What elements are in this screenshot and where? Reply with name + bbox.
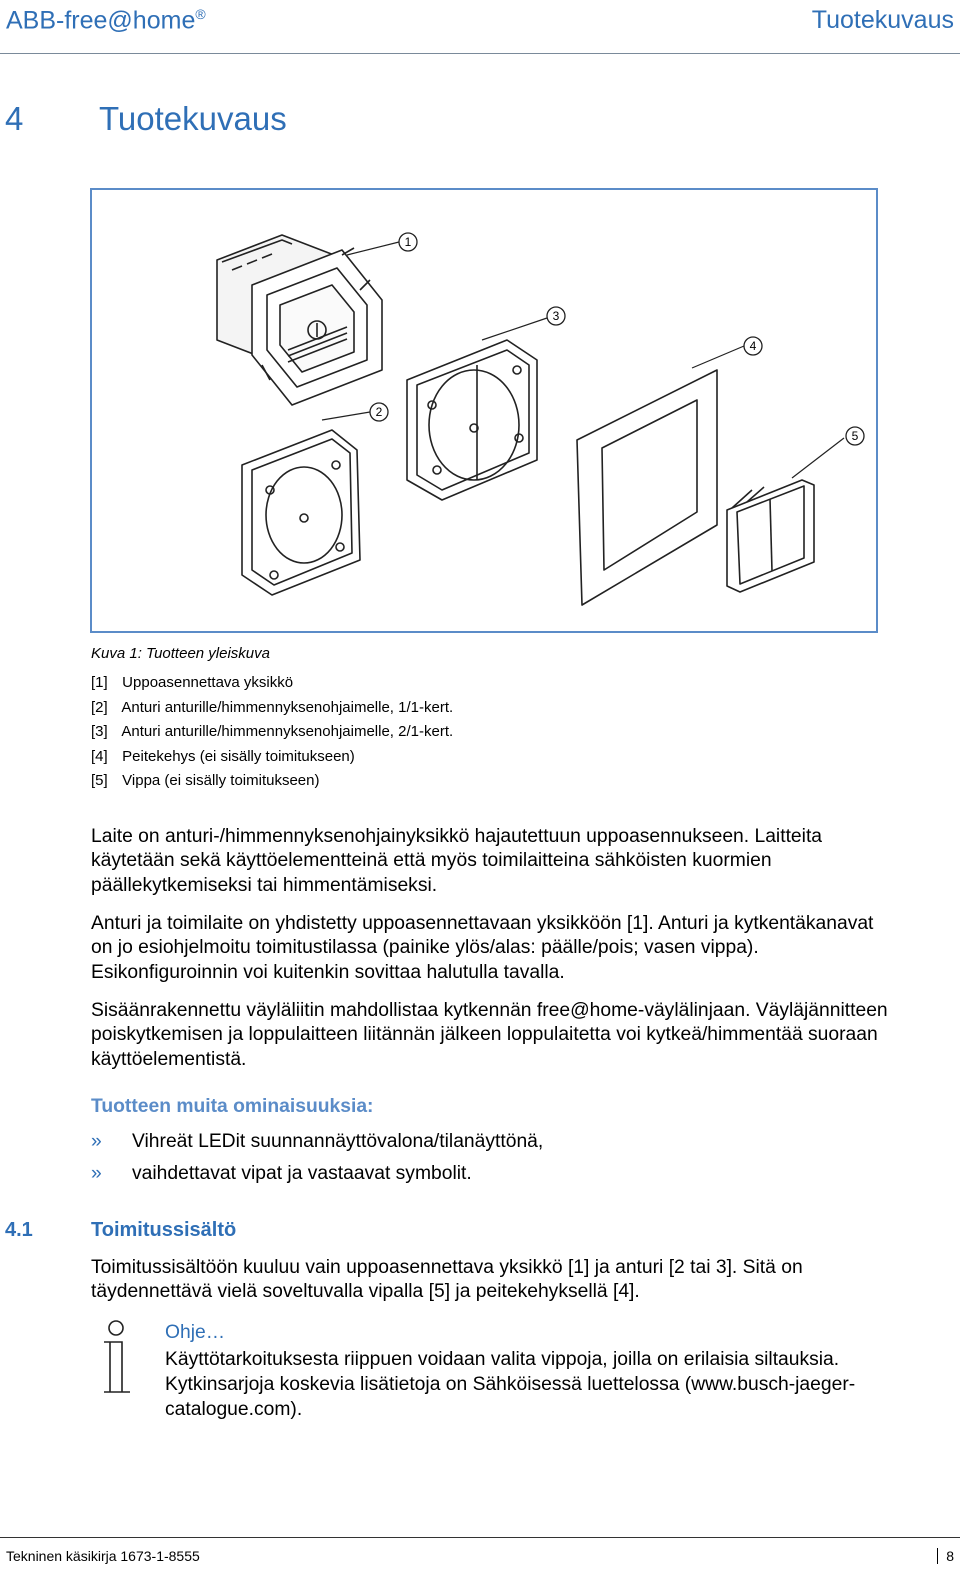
legend-key: [5] bbox=[91, 772, 108, 789]
figure-legend bbox=[91, 671, 453, 794]
brand-header bbox=[6, 6, 206, 35]
list-item-text: vaihdettavat vipat ja vastaavat symbolit. bbox=[132, 1163, 472, 1184]
product-illustration bbox=[92, 190, 876, 631]
legend-item bbox=[91, 671, 453, 696]
bullet-icon: » bbox=[91, 1131, 102, 1152]
chapter-number: 4 bbox=[5, 100, 24, 137]
sensor-2-1-drawing bbox=[407, 340, 537, 500]
body-paragraph-1 bbox=[91, 825, 891, 898]
header-divider bbox=[0, 53, 960, 54]
bullet-icon: » bbox=[91, 1163, 102, 1184]
legend-item bbox=[91, 745, 453, 770]
legend-key: [1] bbox=[91, 674, 108, 691]
paragraph-text: Toimitussisältöön kuuluu vain uppoasennettava yksikkö [1] ja anturi [2 tai 3]. Sitä on täydennettävä vielä soveltuvalla vipalla [5] ja peitekehyksellä [4]. bbox=[91, 1257, 803, 1303]
legend-key: [4] bbox=[91, 747, 108, 765]
legend-item bbox=[91, 720, 453, 745]
callout-5: 5 bbox=[851, 429, 859, 443]
list-item bbox=[91, 1158, 543, 1190]
product-figure bbox=[90, 188, 878, 633]
section-paragraph bbox=[91, 1256, 891, 1305]
features-list bbox=[91, 1126, 543, 1190]
legend-text: Anturi anturille/himmennyksenohjaimelle, 2/1-kert. bbox=[121, 723, 454, 740]
brand-name: ABB-free@home bbox=[6, 6, 196, 35]
body-paragraph-3 bbox=[91, 999, 891, 1072]
registered-mark: ® bbox=[195, 6, 206, 22]
callout-4: 4 bbox=[749, 339, 757, 353]
legend-key: [2] bbox=[91, 698, 108, 716]
section-header: Tuotekuvaus bbox=[811, 6, 954, 34]
legend-text: Uppoasennettava yksikkö bbox=[122, 674, 294, 691]
section-title: Toimitussisältö bbox=[91, 1219, 237, 1241]
legend-text: Vippa (ei sisälly toimitukseen) bbox=[122, 772, 320, 789]
footer-divider bbox=[0, 1537, 960, 1538]
callout-3: 3 bbox=[552, 309, 560, 323]
list-item-text: Vihreät LEDit suunnannäyttövalona/tilanäyttönä, bbox=[132, 1131, 544, 1152]
footer-document-title: Tekninen käsikirja 1673-1-8555 bbox=[6, 1548, 200, 1564]
features-heading: Tuotteen muita ominaisuuksia: bbox=[91, 1096, 374, 1117]
legend-item bbox=[91, 769, 453, 794]
legend-text: Peitekehys (ei sisälly toimitukseen) bbox=[122, 747, 355, 765]
sensor-1-1-drawing bbox=[242, 430, 360, 595]
body-paragraph-2 bbox=[91, 912, 891, 985]
paragraph-text: Laite on anturi-/himmennyksenohjainyksikkö hajautettuun uppoasennukseen. Laitteita käytetään sekä käyttöelementteinä että myös toimilaitteina sähköisten kuormien päällekytkemiseksi tai himmentämiseksi. bbox=[91, 826, 823, 896]
flush-mounted-unit-drawing bbox=[217, 235, 382, 405]
chapter-title: Tuotekuvaus bbox=[99, 100, 287, 137]
figure-caption: Kuva 1: Tuotteen yleiskuva bbox=[91, 645, 270, 662]
rocker-drawing bbox=[727, 480, 814, 592]
note-title: Ohje… bbox=[165, 1322, 226, 1343]
paragraph-text: Anturi ja toimilaite on yhdistetty uppoasennettavaan yksikköön [1]. Anturi ja kytkentäkanavat on jo esiohjelmoitu toimitustilassa (painike ylös/alas: päälle/pois; vasen vippa). Esikonfiguroinnin voi kuitenkin sovittaa halutulla tavalla. bbox=[91, 913, 874, 983]
cover-frame-drawing bbox=[577, 370, 717, 605]
legend-key: [3] bbox=[91, 723, 108, 740]
legend-text: Anturi anturille/himmennyksenohjaimelle, 1/1-kert. bbox=[121, 698, 454, 716]
callout-2: 2 bbox=[375, 405, 383, 419]
note-text: Käyttötarkoituksesta riippuen voidaan valita vippoja, joilla on erilaisia siltauksia. Kytkinsarjoja koskevia lisätietoja on Sähköisessä luettelossa (www.busch-jaeger-catalogue.com). bbox=[165, 1349, 856, 1420]
paragraph-text: Sisäänrakennettu väyläliitin mahdollistaa kytkennän free@home-väylälinjaan. Väyläjännitteen poiskytkemisen ja loppulaitteen liitännän jälkeen loppulaitetta voi kytkeä/himmentää suoraan käyttöelementistä. bbox=[91, 1000, 888, 1070]
section-number: 4.1 bbox=[5, 1219, 33, 1241]
page-number: 8 bbox=[937, 1548, 954, 1564]
legend-item bbox=[91, 696, 453, 721]
list-item bbox=[91, 1126, 543, 1158]
callout-1: 1 bbox=[404, 235, 412, 249]
info-icon bbox=[96, 1320, 136, 1396]
